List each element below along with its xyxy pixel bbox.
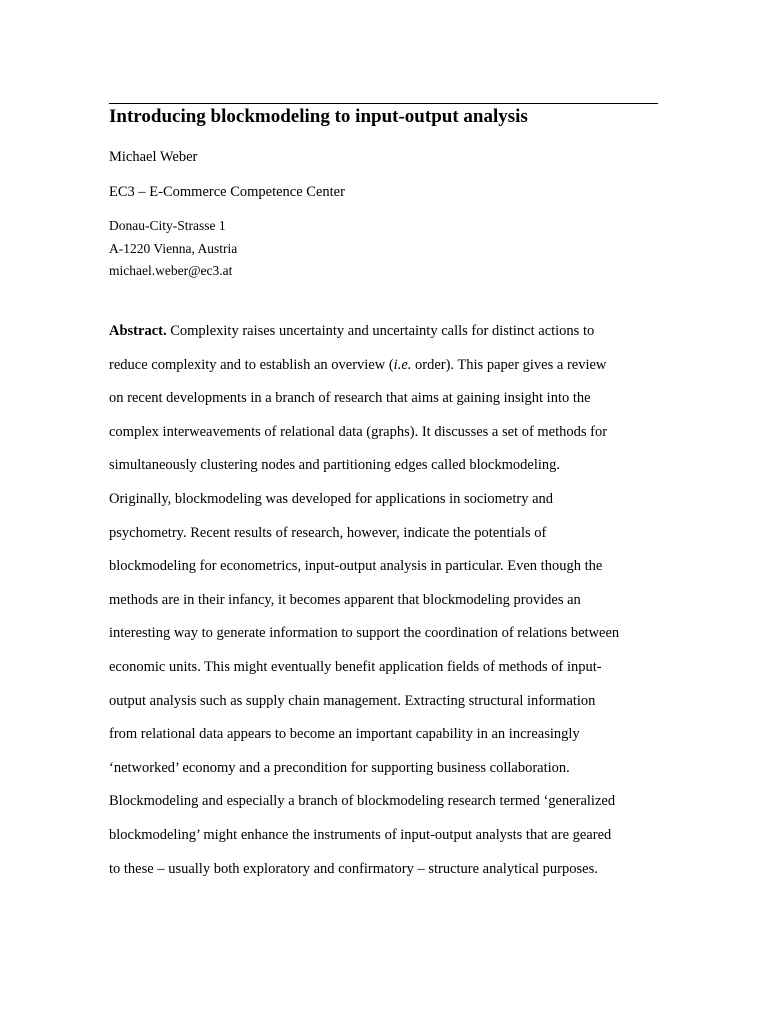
abstract-line: psychometry. Recent results of research, however, indicate the potentials of xyxy=(109,524,547,541)
abstract-line: methods are in their infancy, it becomes apparent that blockmodeling provides an xyxy=(109,591,581,608)
abstract-italic-ie: i.e. xyxy=(393,356,412,373)
abstract-line: Originally, blockmodeling was developed for applications in sociometry and xyxy=(109,490,554,507)
abstract-text: Complexity raises uncertainty and uncertainty calls for distinct actions to xyxy=(166,323,595,339)
abstract-line: economic units. This might eventually benefit application fields of methods of input- xyxy=(109,658,602,675)
abstract-line xyxy=(109,315,669,349)
abstract-line: blockmodeling for econometrics, input-output analysis in particular. Even though the xyxy=(109,558,603,575)
author-name: Michael Weber xyxy=(109,149,198,165)
title-rule xyxy=(109,103,658,104)
abstract-line: ‘networked’ economy and a precondition for supporting business collaboration. xyxy=(109,759,570,776)
abstract-line: simultaneously clustering nodes and partitioning edges called blockmodeling. xyxy=(109,457,561,474)
author-address xyxy=(109,215,237,283)
address-city: A-1220 Vienna, Austria xyxy=(109,240,238,256)
author-affiliation: EC3 – E-Commerce Competence Center xyxy=(109,184,345,200)
abstract-line: to these – usually both exploratory and confirmatory – structure analytical purposes. xyxy=(109,860,598,877)
abstract-line: from relational data appears to become an important capability in an increasingly xyxy=(109,726,580,743)
abstract-line: output analysis such as supply chain management. Extracting structural information xyxy=(109,692,596,709)
abstract-line: on recent developments in a branch of research that aims at gaining insight into the xyxy=(109,390,591,407)
abstract-line: complex interweavements of relational data (graphs). It discusses a set of methods for xyxy=(109,423,608,440)
author-email: michael.weber@ec3.at xyxy=(109,263,233,278)
abstract-text: reduce complexity and to establish an overview ( xyxy=(109,356,394,373)
address-street: Donau-City-Strasse 1 xyxy=(109,218,226,233)
abstract-line xyxy=(109,349,669,383)
abstract-line: Blockmodeling and especially a branch of blockmodeling research termed ‘generalized xyxy=(109,793,616,810)
abstract-line: blockmodeling’ might enhance the instruments of input-output analysts that are geared xyxy=(109,826,612,843)
abstract-text: order). This paper gives a review xyxy=(411,356,607,373)
abstract-line: interesting way to generate information to support the coordination of relations between xyxy=(109,625,620,642)
abstract-label: Abstract. xyxy=(109,323,167,339)
paper-title: Introducing blockmodeling to input-output analysis xyxy=(109,106,528,127)
abstract xyxy=(109,315,669,886)
